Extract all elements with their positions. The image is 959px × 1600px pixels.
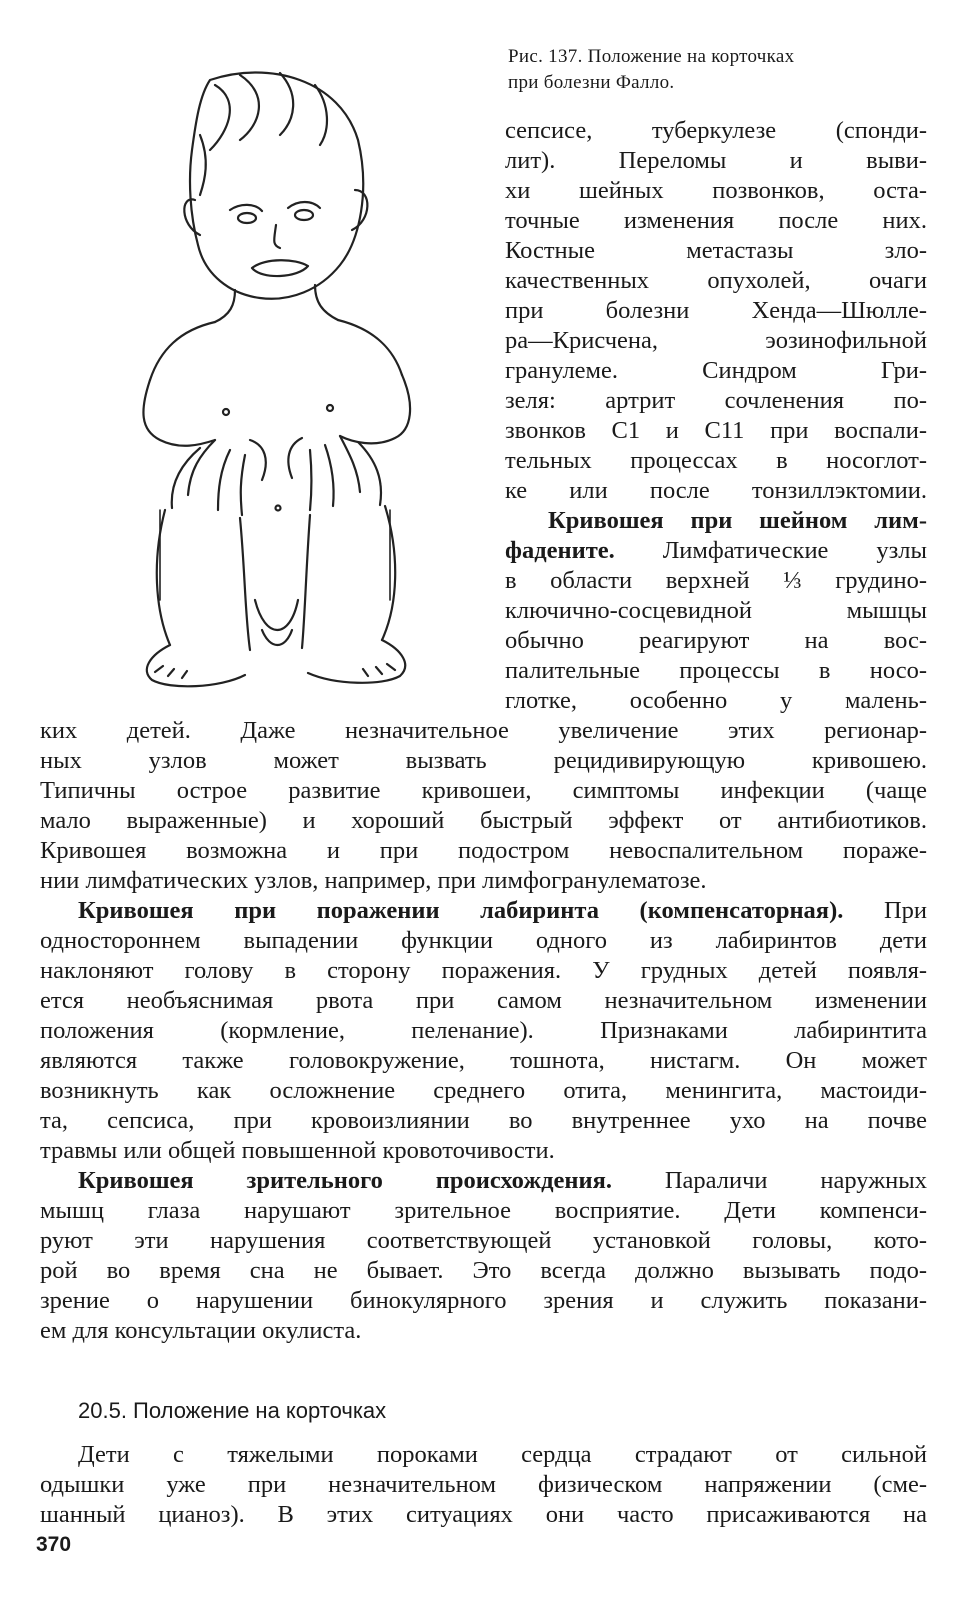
text-line: одностороннем выпадении функции одного из лабиринтов дети <box>40 927 927 954</box>
text-line: одышки уже при незначительном физическом напряжении (сме- <box>40 1471 927 1498</box>
text-line: лит). Переломы и выви- <box>505 147 927 174</box>
text-line: та, сепсиса, при кровоизлиянии во внутреннее ухо на почве <box>40 1107 927 1134</box>
text-line: ных узлов может вызвать рецидивирующую кривошею. <box>40 747 927 774</box>
text-line: Кривошея возможна и при подостром невоспалительном пораже- <box>40 837 927 864</box>
text-line: ключично-сосцевидной мышцы <box>505 597 927 624</box>
text-line: при болезни Хенда—Шюлле- <box>505 297 927 324</box>
text-line: сепсисе, туберкулезе (спонди- <box>505 117 927 144</box>
text-line: Костные метастазы зло- <box>505 237 927 264</box>
text-line: шанный цианоз). В этих ситуациях они часто присаживаются на <box>40 1501 927 1528</box>
text-line: положения (кормление, пеленание). Признаками лабиринтита <box>40 1017 927 1044</box>
text-line: хи шейных позвонков, оста- <box>505 177 927 204</box>
text-line: ких детей. Даже незначительное увеличение этих регионар- <box>40 717 927 744</box>
text-line: мало выраженные) и хороший быстрый эффект от антибиотиков. <box>40 807 927 834</box>
paragraph-title: Кривошея при поражении лабиринта (компенсаторная). При <box>78 897 927 924</box>
text-line: мышц глаза нарушают зрительное восприятие. Дети компенси- <box>40 1197 927 1224</box>
text-line: обычно реагируют на вос- <box>505 627 927 654</box>
text-line: нии лимфатических узлов, например, при лимфогранулематозе. <box>40 867 707 894</box>
caption-line: Рис. 137. Положение на корточках <box>508 46 795 67</box>
text-line: точные изменения после них. <box>505 207 927 234</box>
text-line: ем для консультации окулиста. <box>40 1317 362 1344</box>
text-line: травмы или общей повышенной кровоточивости. <box>40 1137 555 1164</box>
squatting-child-illustration <box>40 40 480 740</box>
text-line: в области верхней ⅓ грудино- <box>505 567 927 594</box>
page-number: 370 <box>36 1533 72 1556</box>
text-line: глотке, особенно у малень- <box>505 687 927 714</box>
paragraph-title: Кривошея при шейном лим- <box>548 507 927 534</box>
section-heading: 20.5. Положение на корточках <box>78 1398 387 1423</box>
text-line: руют эти нарушения соответствующей установкой головы, кото- <box>40 1227 927 1254</box>
text-line: зеля: артрит сочленения по- <box>505 387 927 414</box>
text-line: звонков C1 и C11 при воспали- <box>505 417 927 444</box>
text-line: качественных опухолей, очаги <box>505 267 927 294</box>
text-line: Дети с тяжелыми пороками сердца страдают от сильной <box>78 1441 927 1468</box>
figure-caption <box>508 44 928 96</box>
text-line: фадените. Лимфатические узлы <box>505 537 927 564</box>
text-line: зрение о нарушении бинокулярного зрения и служить показани- <box>40 1287 927 1314</box>
text-line: наклоняют голову в сторону поражения. У грудных детей появля- <box>40 957 927 984</box>
text-line: являются также головокружение, тошнота, нистагм. Он может <box>40 1047 927 1074</box>
text-line: Типичны острое развитие кривошеи, симптомы инфекции (чаще <box>40 777 927 804</box>
caption-line: при болезни Фалло. <box>508 72 675 93</box>
text-line: ется необъяснимая рвота при самом незначительном изменении <box>40 987 927 1014</box>
text-line: ра—Крисчена, эозинофильной <box>505 327 927 354</box>
paragraph-title: Кривошея зрительного происхождения. Параличи наружных <box>78 1167 927 1194</box>
text-line: рой во время сна не бывает. Это всегда должно вызывать подо- <box>40 1257 927 1284</box>
text-line: ке или после тонзиллэктомии. <box>505 477 927 504</box>
text-line: палительные процессы в носо- <box>505 657 927 684</box>
text-line: гранулеме. Синдром Гри- <box>505 357 927 384</box>
text-line: возникнуть как осложнение среднего отита, менингита, мастоиди- <box>40 1077 927 1104</box>
text-line: тельных процессах в носоглот- <box>505 447 927 474</box>
